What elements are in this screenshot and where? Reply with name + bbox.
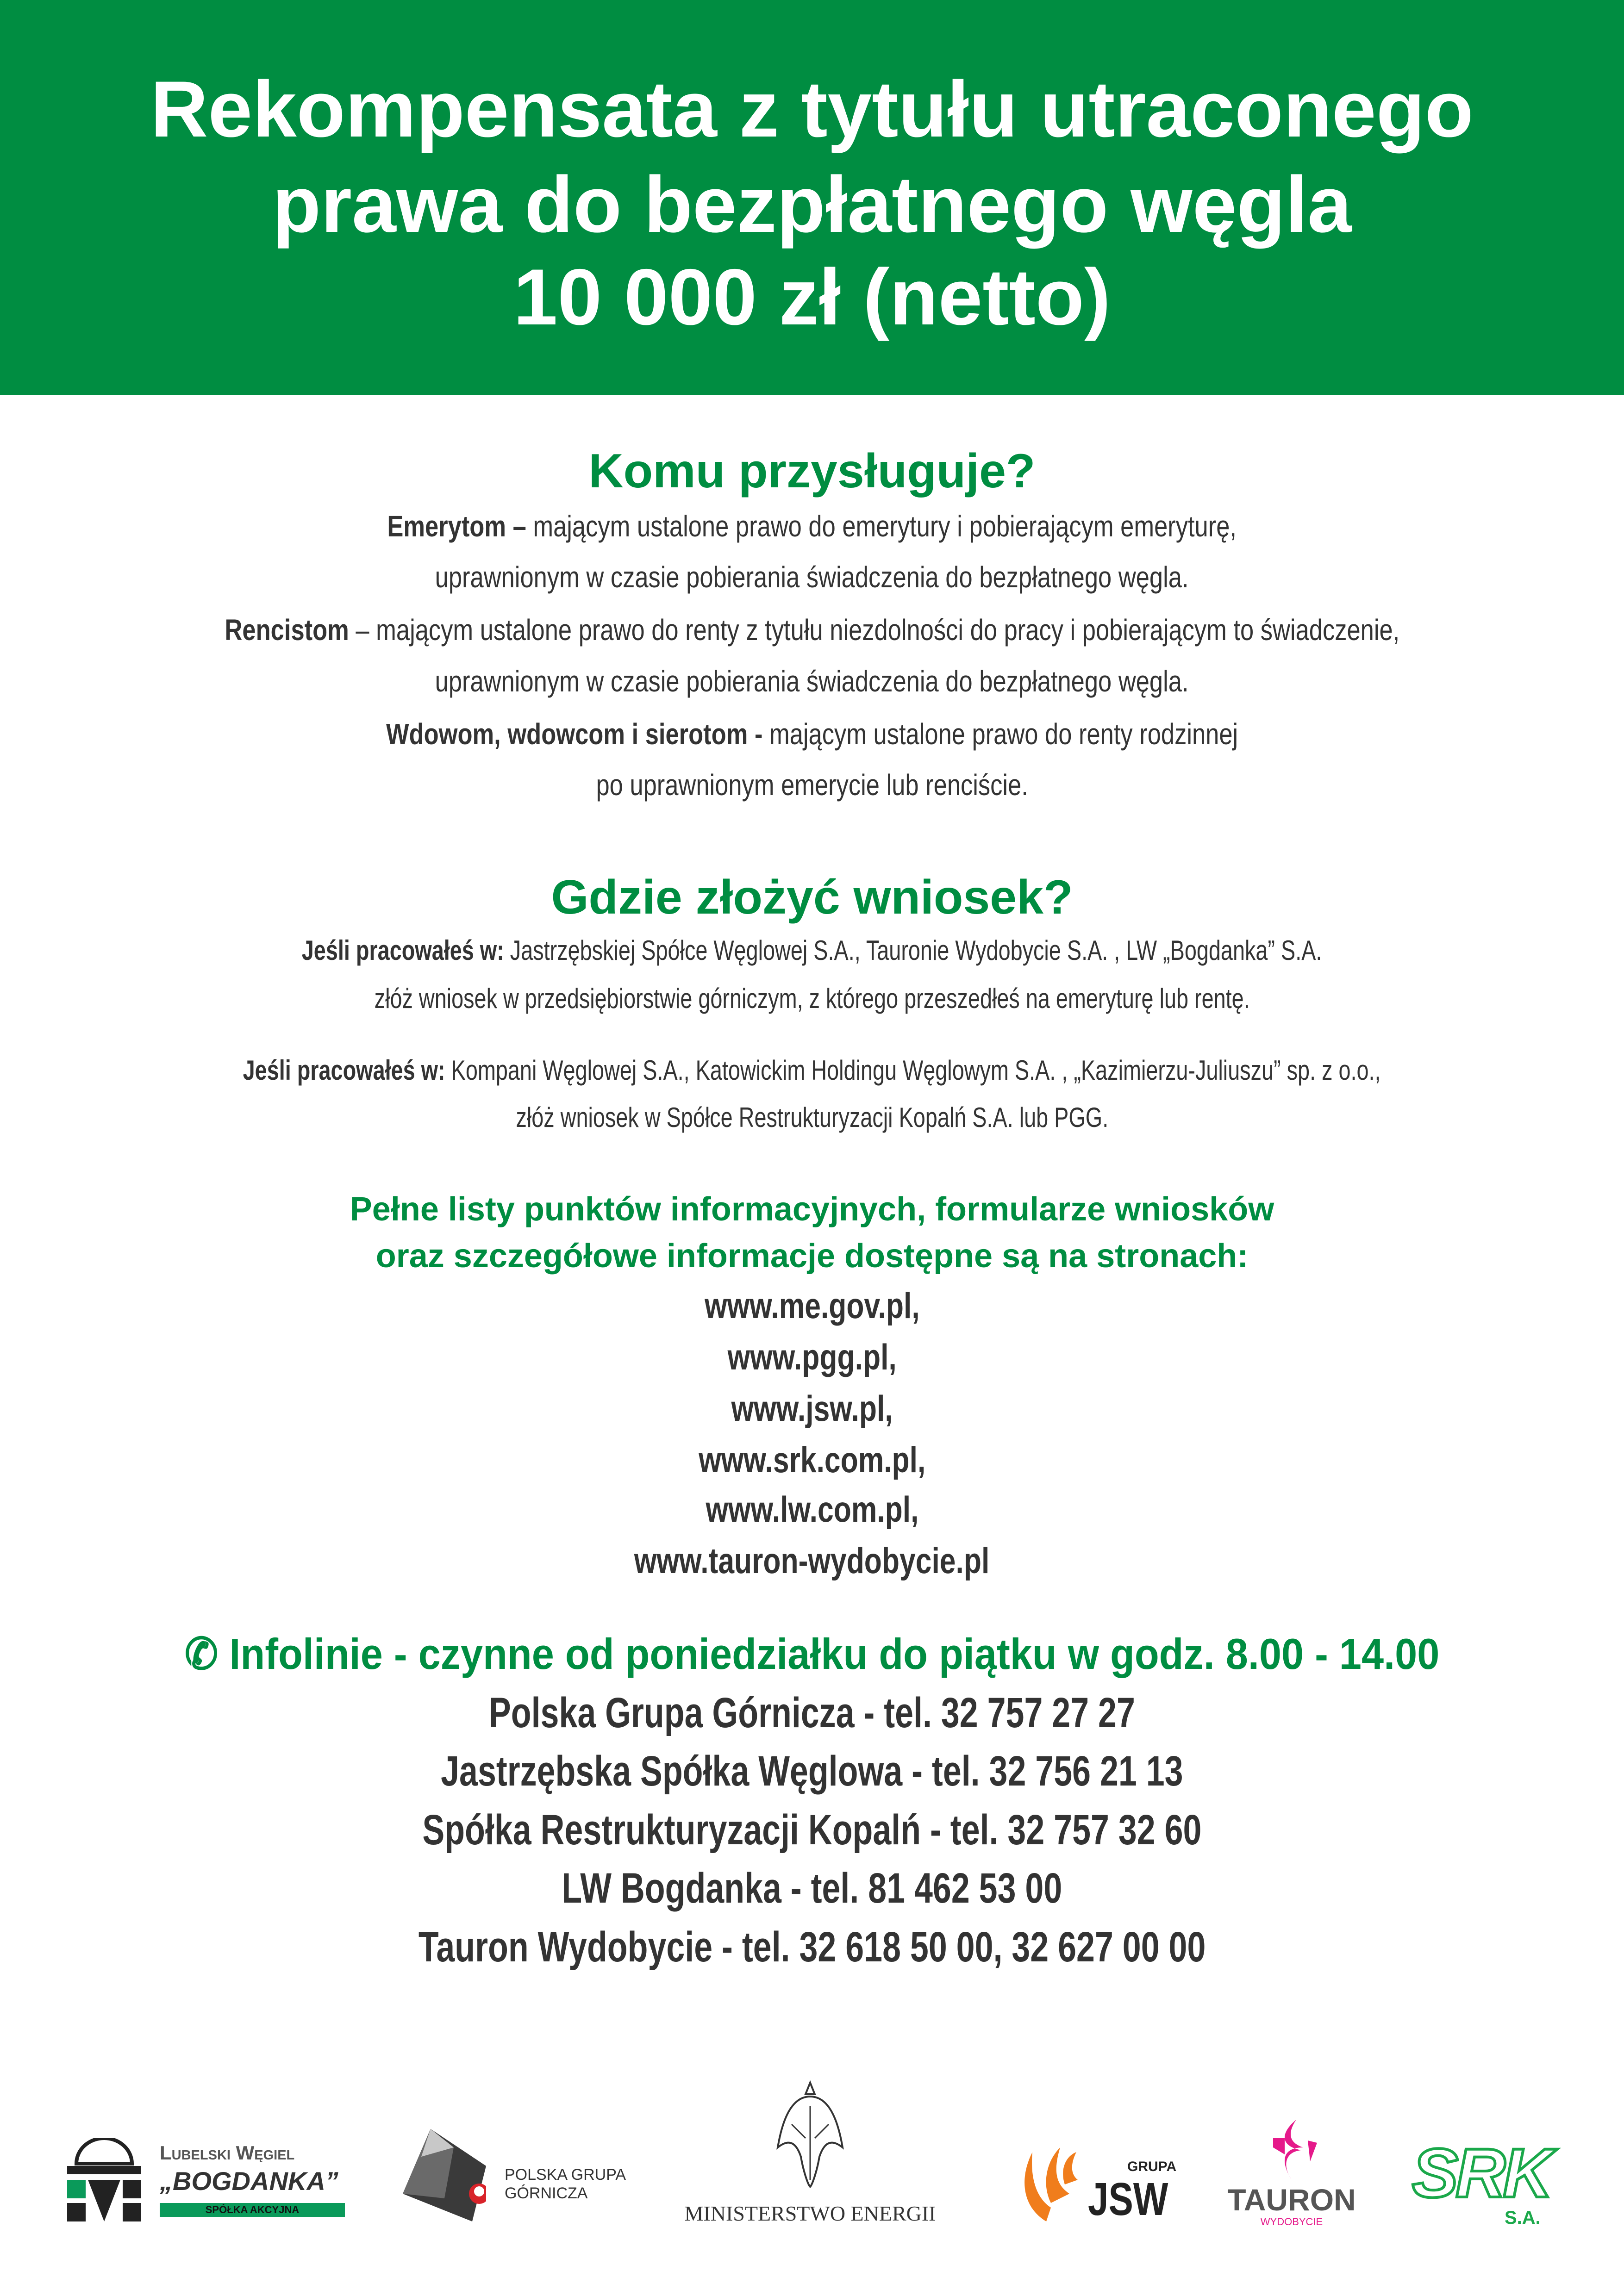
- hotline-bogdanka: LW Bogdanka - tel. 81 462 53 00: [562, 1865, 1062, 1912]
- hotline-tauron: Tauron Wydobycie - tel. 32 618 50 00, 32 627 00 00: [418, 1923, 1206, 1971]
- link-pgg[interactable]: www.pgg.pl,: [727, 1337, 897, 1377]
- hotline-jsw: Jastrzębska Spółka Węglowa - tel. 32 756 21 13: [441, 1748, 1183, 1795]
- who-item-3-line2: po uprawnionym emerycie lub renciście.: [596, 768, 1028, 802]
- who-item-label: Wdowom, wdowcom i sierotom -: [386, 717, 763, 751]
- who-item-label: Emerytom –: [387, 510, 527, 543]
- where-heading: Gdzie złożyć wniosek?: [551, 871, 1073, 924]
- phone-icon: ✆: [184, 1630, 230, 1678]
- tauron-swirl-icon: [1264, 2120, 1319, 2180]
- pgg-crystal-icon: [403, 2129, 486, 2221]
- logo-jsw: GRUPA JSW: [1018, 2134, 1185, 2226]
- who-heading: Komu przysługuje?: [588, 444, 1036, 498]
- bogdanka-mark-icon: [67, 2138, 141, 2221]
- who-item-3: Wdowom, wdowcom i sierotom - mającym ustalone prawo do renty rodzinnej: [386, 717, 1238, 751]
- link-srk[interactable]: www.srk.com.pl,: [698, 1439, 926, 1480]
- link-me-gov[interactable]: www.me.gov.pl,: [704, 1285, 920, 1326]
- title-line-1: Rekompensata z tytułu utraconego: [150, 65, 1474, 154]
- who-item-2-line2: uprawnionym w czasie pobierania świadczenia do bezpłatnego węgla.: [435, 665, 1189, 698]
- who-item-label: Rencistom: [225, 613, 349, 647]
- links-intro-1: Pełne listy punktów informacyjnych, formularze wniosków: [350, 1191, 1274, 1228]
- logo-tauron: TAURON WYDOBYCIE: [1222, 2120, 1361, 2231]
- logo-srk: SRK S.A.: [1412, 2134, 1550, 2228]
- who-item-2: Rencistom – mającym ustalone prawo do renty z tytułu niezdolności do pracy i pobierającym to świadczenie,: [225, 613, 1399, 647]
- who-item-1: Emerytom – mającym ustalone prawo do emerytury i pobierającym emeryturę,: [387, 510, 1237, 543]
- polish-eagle-icon: [764, 2078, 856, 2189]
- logo-bogdanka: Lubelski Węgiel „BOGDANKA” SPÓŁKA AKCYJNA: [67, 2138, 345, 2221]
- title-line-2: prawa do bezpłatnego węgla: [272, 160, 1352, 249]
- where-item-2-line2: złóż wniosek w Spółce Restrukturyzacji Kopalń S.A. lub PGG.: [516, 1102, 1108, 1133]
- link-jsw[interactable]: www.jsw.pl,: [731, 1388, 893, 1429]
- link-tauron-wydobycie[interactable]: www.tauron-wydobycie.pl: [634, 1540, 990, 1581]
- logo-pgg: POLSKA GRUPA GÓRNICZA: [403, 2129, 634, 2221]
- links-intro-2: oraz szczegółowe informacje dostępne są na stronach:: [375, 1238, 1249, 1275]
- title-line-3: 10 000 zł (netto): [513, 253, 1111, 342]
- hotline-pgg: Polska Grupa Górnicza - tel. 32 757 27 27: [488, 1689, 1135, 1736]
- link-lw[interactable]: www.lw.com.pl,: [706, 1489, 918, 1530]
- hotline-srk: Spółka Restrukturyzacji Kopalń - tel. 32 757 32 60: [422, 1806, 1202, 1854]
- hotlines-heading: ✆ Infolinie - czynne od poniedziałku do piątku w godz. 8.00 - 14.00: [184, 1630, 1440, 1678]
- where-item-1: Jeśli pracowałeś w: Jastrzębskiej Spółce Węglowej S.A., Tauronie Wydobycie S.A. , LW „Bogdanka” S.A.: [302, 935, 1322, 966]
- who-item-1-line2: uprawnionym w czasie pobierania świadczenia do bezpłatnego węgla.: [435, 560, 1189, 594]
- logo-ministry-energy: MINISTERSTWO ENERGII: [681, 2078, 940, 2235]
- where-item-2: Jeśli pracowałeś w: Kompani Węglowej S.A., Katowickim Holdingu Węglowym S.A. , „Kazimierzu-Juliuszu” sp. z o.o.,: [243, 1055, 1381, 1086]
- srk-lettering: SRK: [1412, 2134, 1550, 2212]
- where-item-1-line2: złóż wniosek w przedsiębiorstwie górniczym, z którego przeszedłeś na emeryturę lub rentę.: [374, 983, 1250, 1014]
- jsw-flame-icon: [1018, 2134, 1079, 2226]
